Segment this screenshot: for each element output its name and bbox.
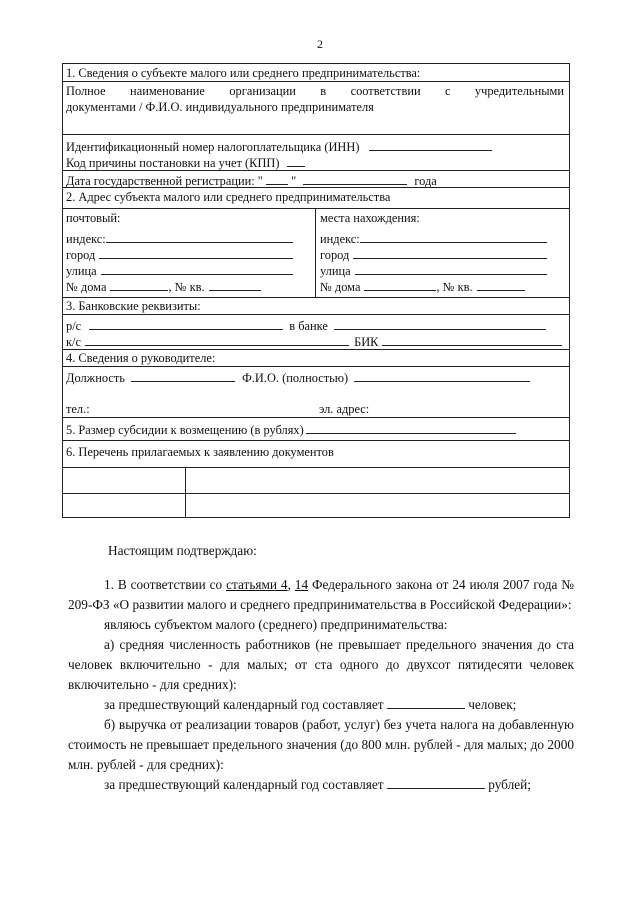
- inn-field[interactable]: [369, 138, 492, 151]
- location-index-row: [320, 230, 547, 247]
- postal-city-field[interactable]: [99, 246, 293, 259]
- location-street-label: улица: [320, 264, 351, 278]
- fio-label: Ф.И.О. (полностью): [242, 371, 349, 385]
- postal-index-row: [66, 230, 293, 247]
- row-divider: [63, 366, 569, 367]
- postal-city-label: город: [66, 248, 96, 262]
- row-divider: [63, 314, 569, 315]
- postal-address-header: почтовый:: [66, 211, 121, 225]
- account-field[interactable]: [89, 317, 283, 330]
- p1-comma: ,: [287, 577, 295, 592]
- kpp-field[interactable]: [287, 154, 305, 167]
- postal-street-row: [66, 262, 293, 279]
- location-house-row: [320, 278, 525, 295]
- confirm-heading: [68, 541, 574, 561]
- email-label: эл. адрес:: [319, 402, 370, 416]
- section-3-title: 3. Банковские реквизиты:: [66, 299, 201, 313]
- p6-end: рублей;: [488, 777, 531, 792]
- employees-count-field[interactable]: [387, 695, 465, 709]
- row-divider: [63, 417, 569, 418]
- bik-label: БИК: [354, 335, 379, 349]
- location-address-header: места нахождения:: [320, 211, 420, 225]
- postal-street-field[interactable]: [101, 262, 293, 275]
- reg-date-label: Дата государственной регистрации: ": [66, 174, 263, 188]
- org-name-label-line1: Полное наименование организации в соответствии с учредительными: [66, 84, 564, 98]
- corr-account-row: [66, 333, 562, 350]
- p6-start: за предшествующий календарный год составляет: [104, 777, 384, 792]
- account-label: р/с: [66, 319, 82, 333]
- account-row: [66, 317, 546, 334]
- section-4-title: 4. Сведения о руководителе:: [66, 351, 216, 365]
- fio-field[interactable]: [354, 369, 530, 382]
- application-form-table: [62, 63, 570, 518]
- reg-year-label: года: [414, 174, 437, 188]
- declaration-body: [68, 575, 574, 795]
- location-index-label: индекс:: [320, 232, 360, 246]
- section-5-title: 5. Размер субсидии к возмещению (в рублях): [66, 423, 304, 437]
- reg-date-quote: ": [291, 174, 297, 188]
- row-divider: [63, 81, 569, 82]
- subsidy-amount-field[interactable]: [306, 421, 516, 434]
- paragraph-4: [68, 695, 574, 715]
- bik-field[interactable]: [382, 333, 562, 346]
- reg-day-field[interactable]: [266, 172, 288, 185]
- postal-apt-field[interactable]: [209, 278, 261, 291]
- location-street-row: [320, 262, 547, 279]
- bank-label: в банке: [289, 319, 328, 333]
- confirm-text: Настоящим подтверждаю:: [108, 543, 257, 558]
- postal-house-label: № дома: [66, 280, 107, 294]
- section-5-row: [66, 421, 516, 438]
- article-4-link[interactable]: статьями 4: [226, 577, 288, 592]
- paragraph-6: [68, 775, 574, 795]
- postal-house-row: [66, 278, 261, 295]
- row-divider: [63, 493, 569, 494]
- postal-index-label: индекс:: [66, 232, 106, 246]
- postal-index-field[interactable]: [106, 230, 293, 243]
- location-city-row: [320, 246, 547, 263]
- kpp-row: [66, 154, 305, 171]
- org-name-label-line2: документами / Ф.И.О. индивидуального предпринимателя: [66, 100, 374, 114]
- p4-start: за предшествующий календарный год составляет: [104, 697, 384, 712]
- corr-account-label: к/с: [66, 335, 81, 349]
- postal-house-field[interactable]: [110, 278, 168, 291]
- inn-row: [66, 138, 492, 155]
- location-street-field[interactable]: [355, 262, 547, 275]
- location-city-field[interactable]: [353, 246, 547, 259]
- page-number: 2: [317, 37, 323, 51]
- row-divider: [63, 134, 569, 135]
- column-divider: [315, 208, 316, 297]
- postal-city-row: [66, 246, 293, 263]
- row-divider: [63, 467, 569, 468]
- location-index-field[interactable]: [360, 230, 547, 243]
- manager-row: [66, 369, 530, 386]
- location-city-label: город: [320, 248, 350, 262]
- reg-month-year-field[interactable]: [303, 172, 407, 185]
- row-divider: [63, 440, 569, 441]
- row-divider: [63, 208, 569, 209]
- position-label: Должность: [66, 371, 125, 385]
- paragraph-5: б) выручка от реализации товаров (работ, услуг) без учета налога на добавленную стоимость не превышает предельного значения (до 800 млн. рублей - для малых; до 2000 млн. рублей - для средних):: [68, 717, 574, 772]
- paragraph-3: а) средняя численность работников (не превышает предельного значения до ста человек включительно - для малых; от ста одного до двухсот пятидесяти человек включительно - для средних):: [68, 637, 574, 692]
- location-apt-label: , № кв.: [436, 280, 473, 294]
- postal-apt-label: , № кв.: [168, 280, 205, 294]
- section-6-title: 6. Перечень прилагаемых к заявлению документов: [66, 445, 334, 459]
- section-2-title: 2. Адрес субъекта малого или среднего предпринимательства: [66, 190, 391, 204]
- reg-date-row: [66, 172, 437, 189]
- p1-end: Федерального закона от 24 июля 2007 года № 209-ФЗ «О развитии малого и среднего предпринимательства в Российской Федерации»:: [68, 577, 574, 612]
- bank-field[interactable]: [334, 317, 546, 330]
- article-14-link[interactable]: 14: [294, 577, 309, 592]
- postal-street-label: улица: [66, 264, 97, 278]
- location-house-label: № дома: [320, 280, 361, 294]
- p4-end: человек;: [468, 697, 517, 712]
- paragraph-2: являюсь субъектом малого (среднего) предпринимательства:: [104, 617, 448, 632]
- location-apt-field[interactable]: [477, 278, 525, 291]
- kpp-label: Код причины постановки на учет (КПП): [66, 156, 280, 170]
- phone-label: тел.:: [66, 402, 90, 416]
- position-field[interactable]: [131, 369, 235, 382]
- corr-account-field[interactable]: [85, 333, 349, 346]
- section-1-title: 1. Сведения о субъекте малого или среднего предпринимательства:: [66, 66, 421, 80]
- paragraph-1: [68, 575, 574, 615]
- row-divider: [63, 297, 569, 298]
- location-house-field[interactable]: [364, 278, 436, 291]
- p1-start: 1. В соответствии со: [104, 577, 227, 592]
- inn-label: Идентификационный номер налогоплательщика (ИНН): [66, 140, 360, 154]
- column-divider: [185, 467, 186, 518]
- revenue-field[interactable]: [387, 775, 485, 789]
